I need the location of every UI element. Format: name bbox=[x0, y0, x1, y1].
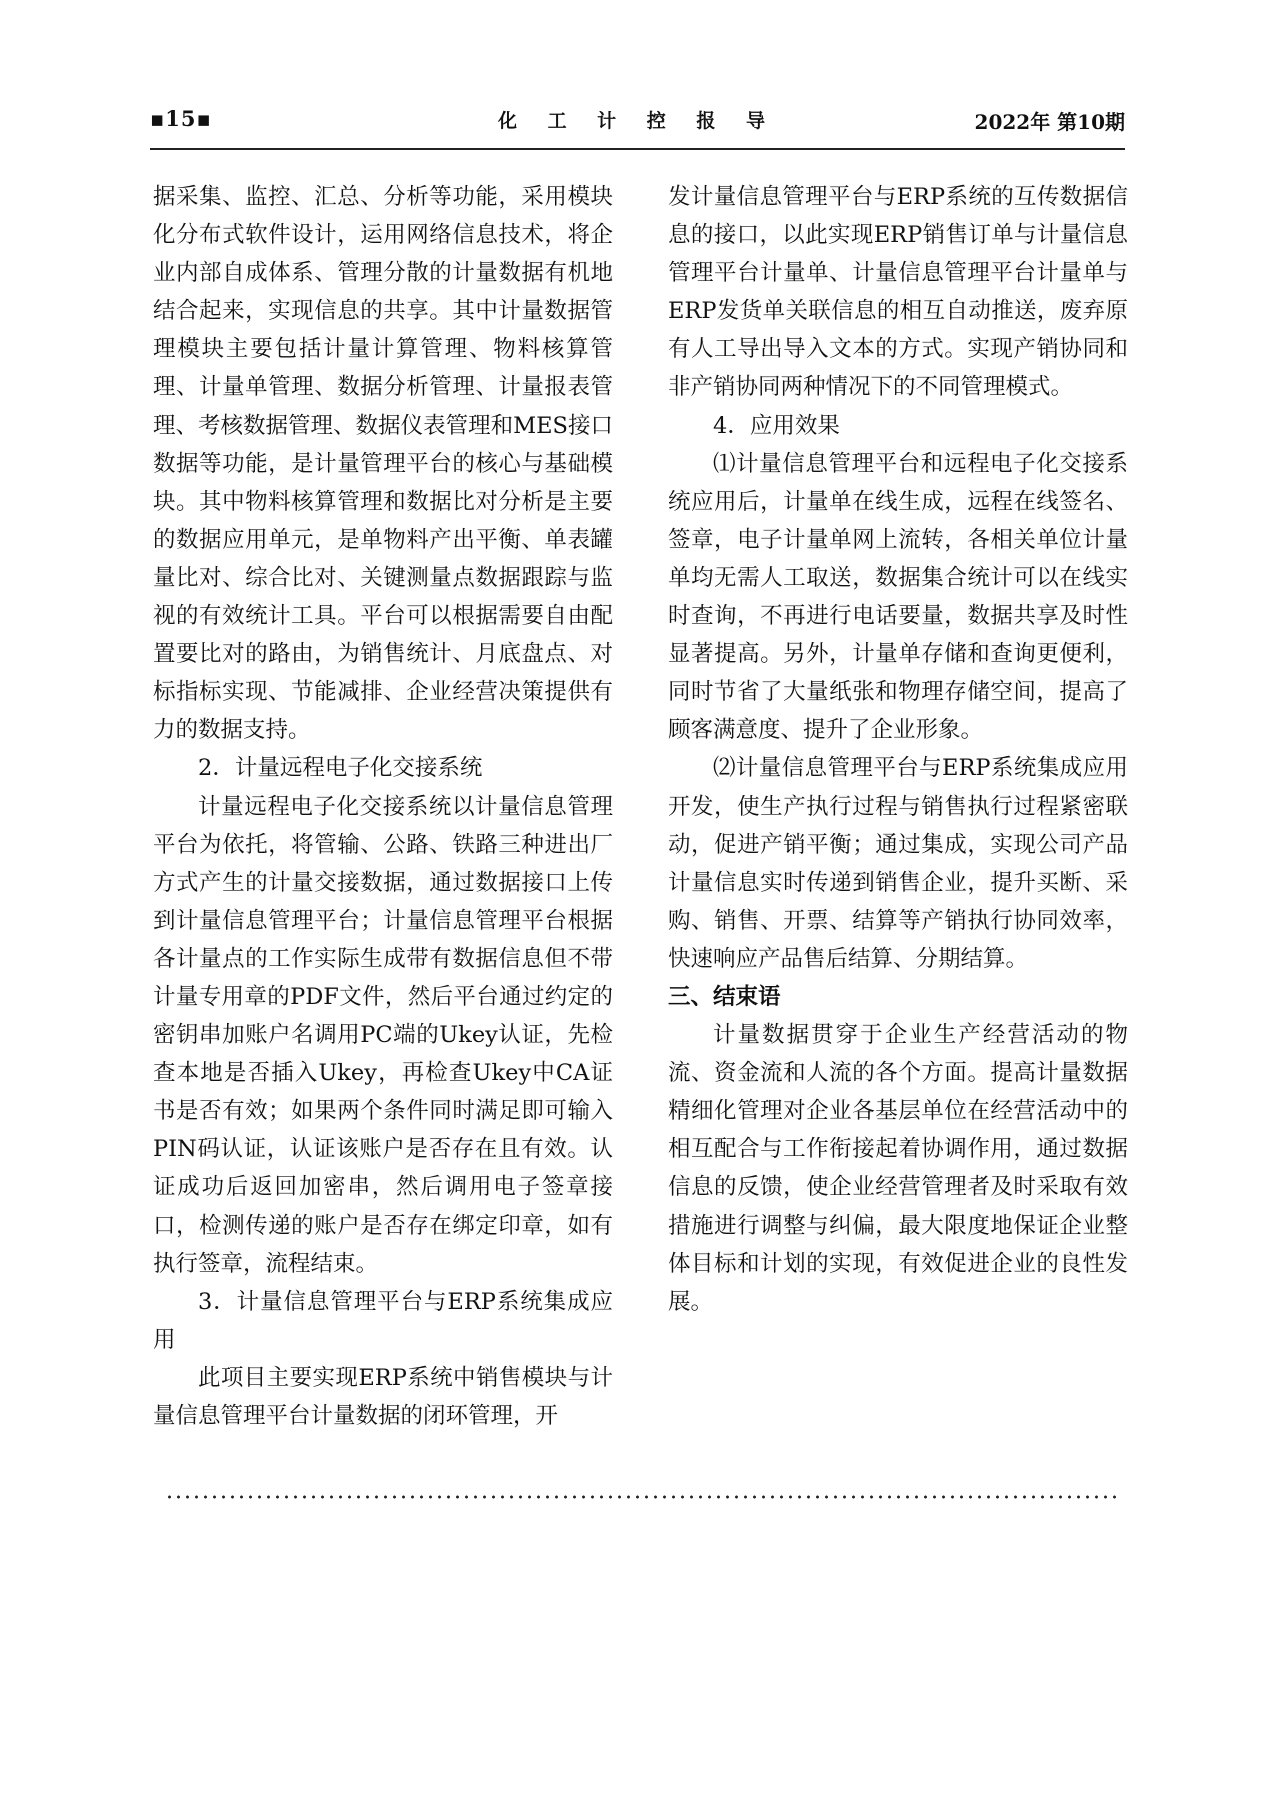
page-number: ▪15▪ bbox=[150, 106, 212, 131]
subheading: 3．计量信息管理平台与ERP系统集成应用 bbox=[153, 1288, 613, 1353]
paragraph: ⑵计量信息管理平台与ERP系统集成应用开发，使生产执行过程与销售执行过程紧密联动，促进产销平衡；通过集成，实现公司产品计量信息实时传递到销售企业，提升买断、采购、销售、开票、结算等产销执行协同效率，快速响应产品售后结算、分期结算。 bbox=[668, 755, 1128, 972]
issue-label: 2022年 第10期 bbox=[974, 110, 1125, 134]
paragraph: ⑴计量信息管理平台和远程电子化交接系统应用后，计量单在线生成，远程在线签名、签章，电子计量单网上流转，各相关单位计量单均无需人工取送，数据集合统计可以在线实时查询，不再进行电话要量，数据共享及时性显著提高。另外，计量单存储和查询更便利，同时节省了大量纸张和物理存储空间，提高了顾客满意度、提升了企业形象。 bbox=[668, 450, 1128, 744]
paragraph: 据采集、监控、汇总、分析等功能，采用模块化分布式软件设计，运用网络信息技术，将企业内部自成体系、管理分散的计量数据有机地结合起来，实现信息的共享。其中计量数据管理模块主要包括计量计算管理、物料核算管理、计量单管理、数据分析管理、计量报表管理、考核数据管理、数据仪表管理和MES接口数据等功能，是计量管理平台的核心与基础模块。其中物料核算管理和数据比对分析是主要的数据应用单元，是单物料产出平衡、单表罐量比对、综合比对、关键测量点数据跟踪与监视的有效统计工具。平台可以根据需要自由配置要比对的路由，为销售统计、月底盘点、对标指标实现、节能减排、企业经营决策提供有力的数据支持。 bbox=[153, 184, 613, 744]
dotted-separator bbox=[165, 1494, 1120, 1500]
section-heading: 三、结束语 bbox=[668, 983, 781, 1010]
page-header bbox=[150, 106, 1125, 138]
subheading: 4．应用效果 bbox=[713, 412, 840, 439]
paragraph: 发计量信息管理平台与ERP系统的互传数据信息的接口，以此实现ERP销售订单与计量信息管理平台计量单、计量信息管理平台计量单与ERP发货单关联信息的相互自动推送，废弃原有人工导出导入文本的方式。实现产销协同和非产销协同两种情况下的不同管理模式。 bbox=[668, 184, 1128, 401]
right-column bbox=[668, 178, 1128, 1321]
paragraph: 此项目主要实现ERP系统中销售模块与计量信息管理平台计量数据的闭环管理，开 bbox=[153, 1364, 613, 1429]
paragraph: 计量远程电子化交接系统以计量信息管理平台为依托，将管输、公路、铁路三种进出厂方式产生的计量交接数据，通过数据接口上传到计量信息管理平台；计量信息管理平台根据各计量点的工作实际生成带有数据信息但不带计量专用章的PDF文件，然后平台通过约定的密钥串加账户名调用PC端的Ukey认证，先检查本地是否插入Ukey，再检查Ukey中CA证书是否有效；如果两个条件同时满足即可输入PIN码认证，认证该账户是否存在且有效。认证成功后返回加密串，然后调用电子签章接口，检测传递的账户是否存在绑定印章，如有执行签章，流程结束。 bbox=[153, 793, 613, 1277]
subheading: 2．计量远程电子化交接系统 bbox=[198, 755, 483, 782]
header-rule bbox=[150, 148, 1125, 150]
left-column bbox=[153, 178, 613, 1435]
paragraph: 计量数据贯穿于企业生产经营活动的物流、资金流和人流的各个方面。提高计量数据精细化管理对企业各基层单位在经营活动中的相互配合与工作衔接起着协调作用，通过数据信息的反馈，使企业经营管理者及时采取有效措施进行调整与纠偏，最大限度地保证企业整体目标和计划的实现，有效促进企业的良性发展。 bbox=[668, 1022, 1128, 1315]
journal-title: 化 工 计 控 报 导 bbox=[497, 110, 778, 132]
